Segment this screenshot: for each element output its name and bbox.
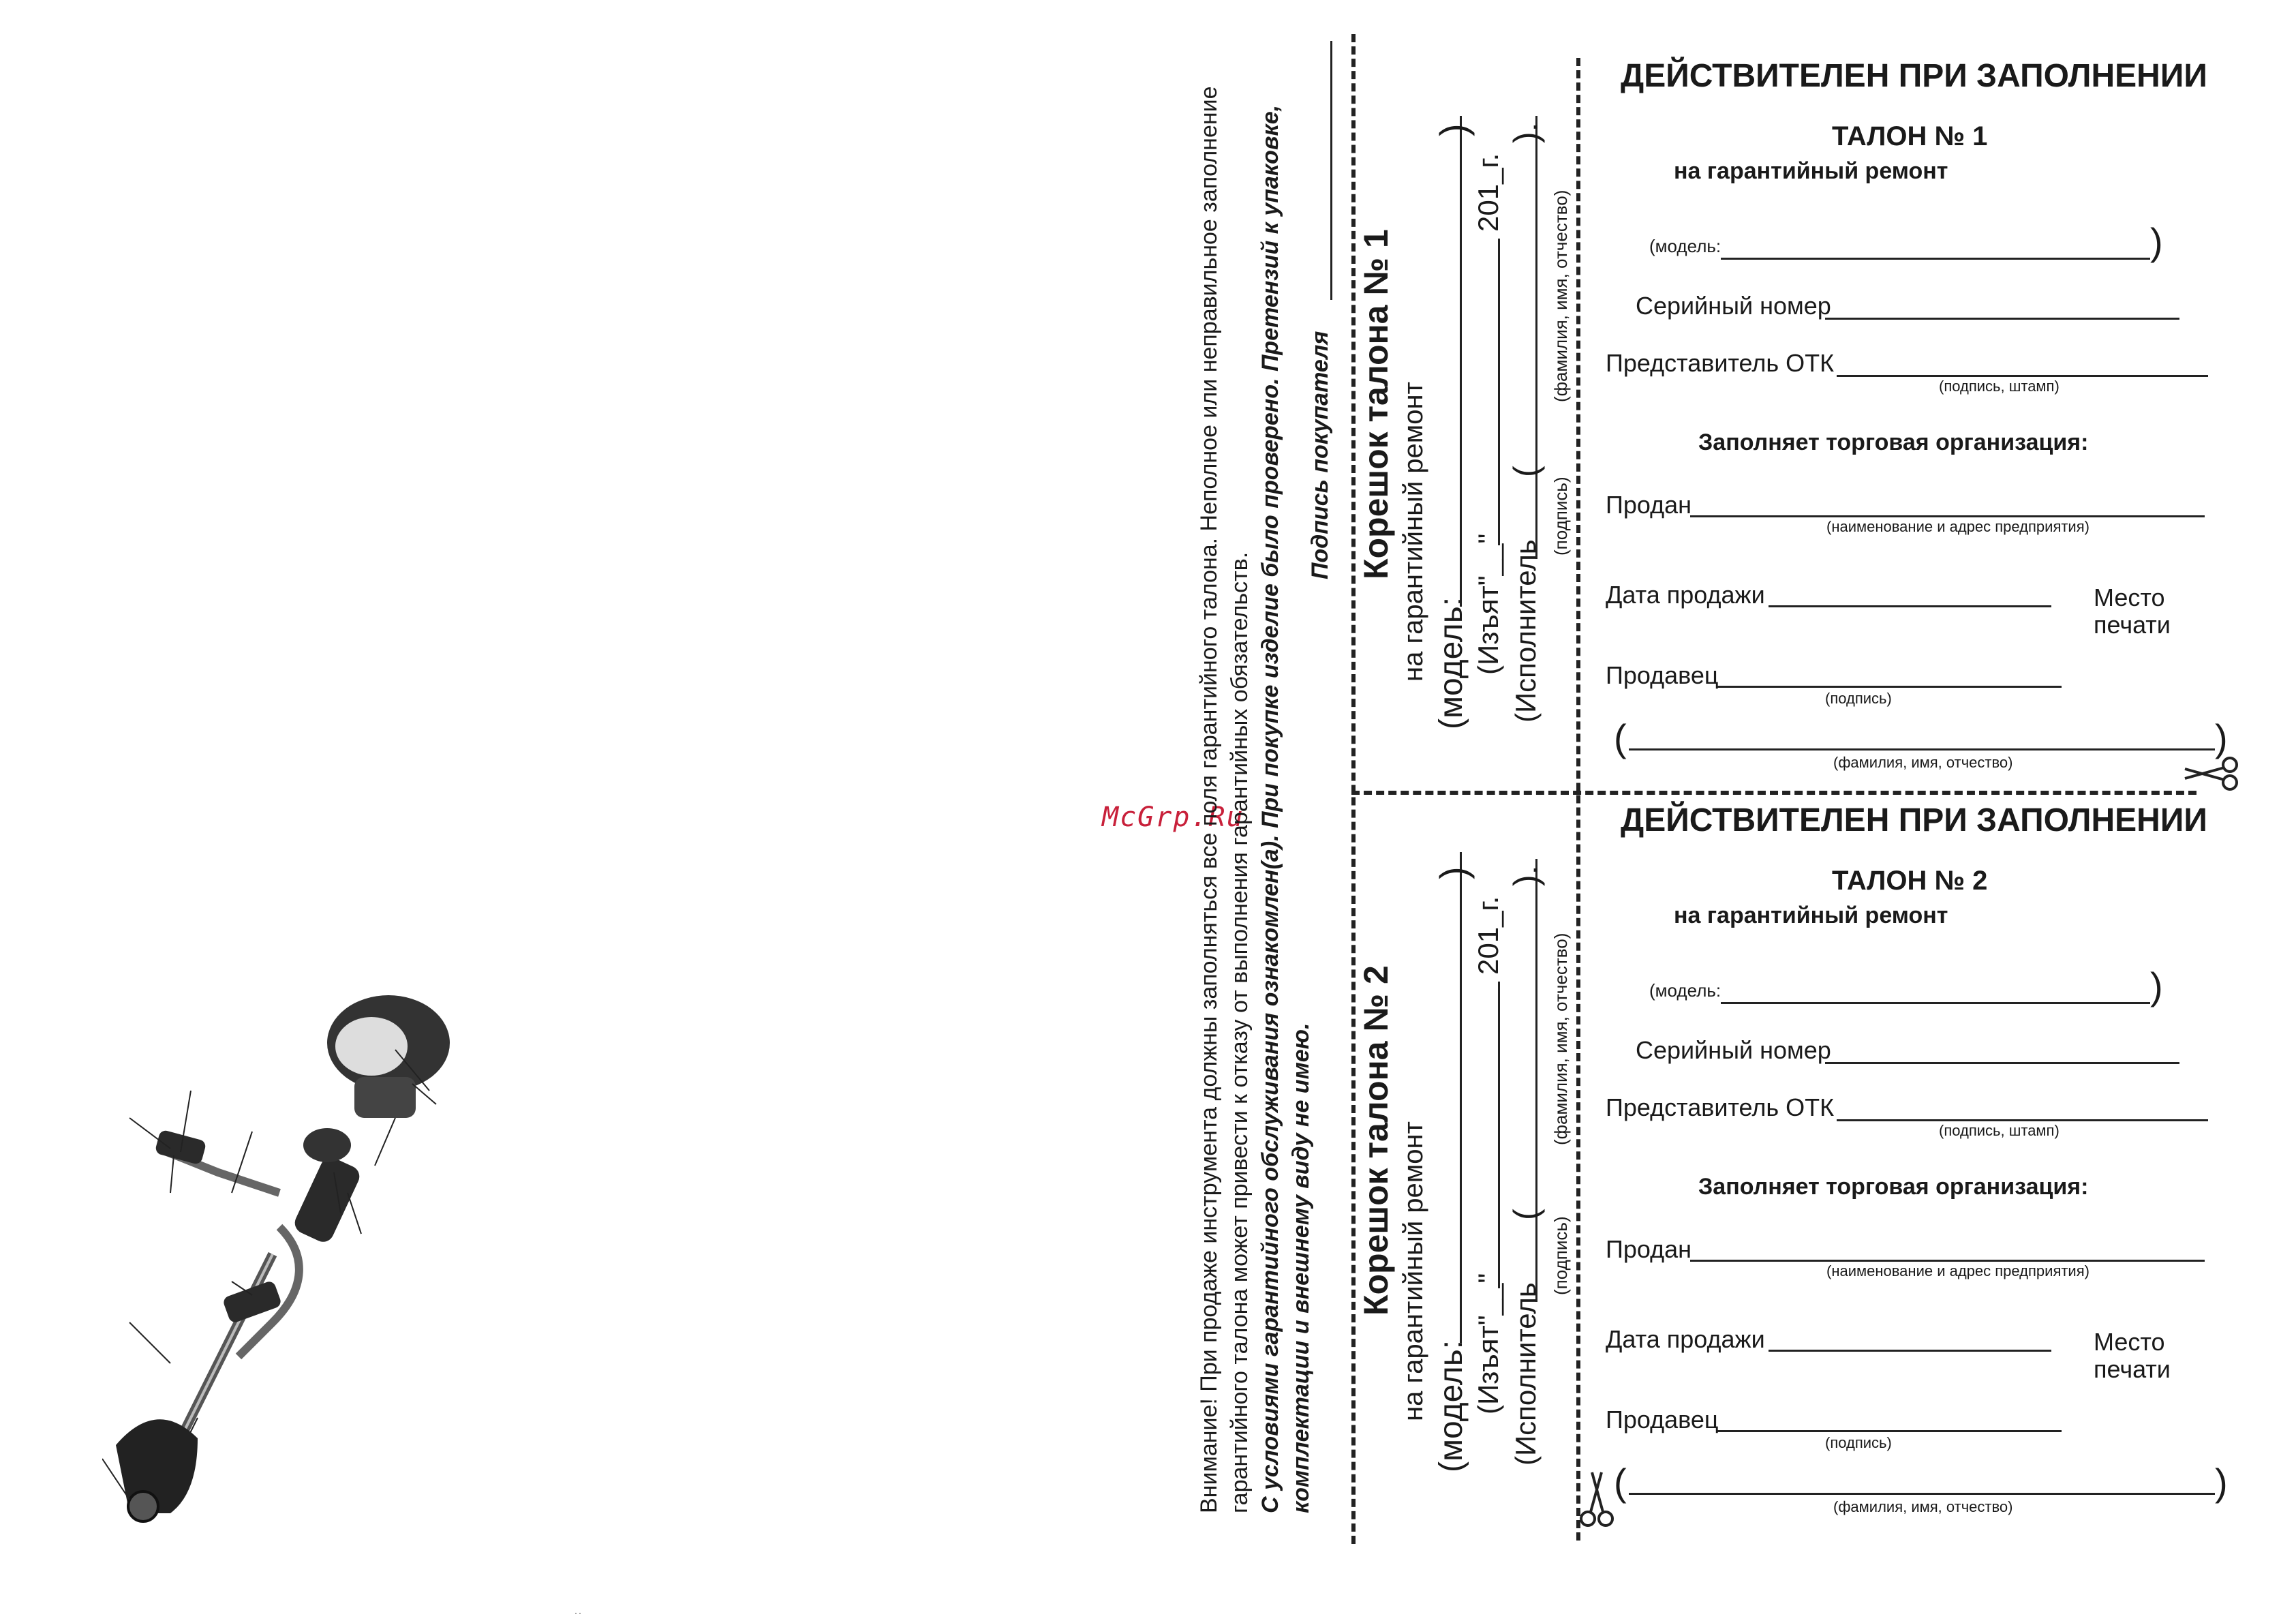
qc-hint: (подпись, штамп) bbox=[1939, 1122, 2060, 1139]
stub-seized-label: (Изъят"__" bbox=[1472, 1273, 1504, 1414]
stub-executor-line bbox=[1535, 859, 1537, 1302]
stamp-label-1: Место bbox=[2094, 1328, 2165, 1356]
qc-line bbox=[1837, 375, 2208, 377]
model-line bbox=[1721, 1002, 2150, 1004]
seller-label: Продавец bbox=[1606, 661, 1719, 689]
model-close: ) bbox=[2150, 220, 2163, 263]
stub-name-hint: (фамилия, имя, отчество) bbox=[1550, 932, 1571, 1145]
notice-line-4: комплектации и внешнему виду не имею. bbox=[1288, 1022, 1314, 1513]
scissors-icon bbox=[1580, 1470, 1614, 1528]
stub-executor-label: (Исполнитель bbox=[1510, 1282, 1542, 1466]
stub-executor-label: (Исполнитель bbox=[1510, 539, 1542, 723]
cut-line-vertical-left bbox=[1351, 34, 1356, 1544]
serial-line bbox=[1825, 1062, 2179, 1064]
stub-subtitle: на гарантийный ремонт bbox=[1398, 382, 1428, 682]
stamp-label-1: Место bbox=[2094, 583, 2165, 611]
coupon-subtitle: на гарантийный ремонт bbox=[1674, 902, 1948, 928]
stub-title: Корешок талона № 1 bbox=[1357, 229, 1395, 579]
scissors-icon bbox=[2182, 757, 2241, 791]
model-label: (модель: bbox=[1649, 980, 1721, 1001]
coupon-title: ТАЛОН № 1 bbox=[1832, 121, 1988, 151]
fio-close: ) bbox=[2215, 716, 2228, 759]
sold-line bbox=[1690, 1260, 2205, 1262]
serial-label: Серийный номер bbox=[1636, 1036, 1831, 1064]
coupon-subtitle: на гарантийный ремонт bbox=[1674, 158, 1948, 184]
notice-line-3: С условиями гарантийного обслуживания ознакомлен(а). При покупке изделие было проверено. Претензий к упаковке, bbox=[1257, 104, 1283, 1513]
qc-label: Представитель ОТК bbox=[1606, 349, 1835, 377]
sale-date-label: Дата продажи bbox=[1606, 581, 1765, 609]
stub-model-label: (модель: bbox=[1433, 596, 1469, 729]
notice-line-1: Внимание! При продаже инструмента должны заполняться все поля гарантийного талона. Неполное или неправильное заполнение bbox=[1196, 86, 1222, 1513]
right-grip bbox=[291, 1154, 363, 1245]
seller-hint: (подпись) bbox=[1825, 690, 1892, 707]
fio-open: ( bbox=[1614, 716, 1627, 759]
stub-year-label: 201_г. bbox=[1472, 896, 1504, 975]
sold-label: Продан bbox=[1606, 1235, 1692, 1263]
brush-cutter-illustration bbox=[102, 968, 457, 1547]
stub-seized-line bbox=[1498, 239, 1500, 545]
fio-line bbox=[1629, 1493, 2215, 1495]
stub-executor-close: ). bbox=[1507, 865, 1545, 886]
stub-model-line bbox=[1460, 852, 1462, 1343]
stub-model-line bbox=[1460, 116, 1462, 607]
model-close: ) bbox=[2150, 965, 2163, 1007]
fio-open: ( bbox=[1614, 1461, 1627, 1504]
stamp-label-2: печати bbox=[2094, 611, 2171, 639]
buyer-signature-label: Подпись покупателя bbox=[1307, 331, 1333, 579]
fio-hint: (фамилия, имя, отчество) bbox=[1833, 1498, 2013, 1515]
stub-model-close: ) bbox=[1432, 866, 1475, 879]
left-grip bbox=[155, 1129, 207, 1166]
stub-title: Корешок талона № 2 bbox=[1357, 965, 1395, 1316]
stub-seized-line bbox=[1498, 982, 1500, 1288]
watermark: McGrp.Ru bbox=[1102, 802, 1244, 833]
engine-fuel-tank bbox=[354, 1077, 416, 1118]
seller-hint: (подпись) bbox=[1825, 1434, 1892, 1451]
throttle-knob bbox=[303, 1128, 351, 1162]
trimmer-head bbox=[128, 1491, 158, 1521]
fio-hint: (фамилия, имя, отчество) bbox=[1833, 754, 2013, 771]
stub-executor-line bbox=[1535, 116, 1537, 559]
stub-executor-paren: ( bbox=[1507, 466, 1545, 477]
model-label: (модель: bbox=[1649, 236, 1721, 256]
trade-org-label: Заполняет торговая организация: bbox=[1698, 1174, 2089, 1200]
seller-line bbox=[1717, 1430, 2062, 1432]
stub-executor-close: ). bbox=[1507, 122, 1545, 143]
qc-hint: (подпись, штамп) bbox=[1939, 378, 2060, 395]
sold-hint: (наименование и адрес предприятия) bbox=[1826, 518, 2090, 535]
sale-date-line bbox=[1769, 1350, 2051, 1352]
stamp-label-2: печати bbox=[2094, 1355, 2171, 1383]
coupon-title: ТАЛОН № 2 bbox=[1832, 866, 1988, 896]
stub-signature-hint: (подпись) bbox=[1550, 1216, 1571, 1295]
footer-mark: ·· bbox=[574, 1606, 582, 1620]
stub-year-label: 201_г. bbox=[1472, 153, 1504, 232]
stub-model-label: (модель: bbox=[1433, 1339, 1469, 1472]
sold-line bbox=[1690, 515, 2205, 517]
buyer-signature-line bbox=[1330, 41, 1332, 300]
qc-label: Представитель ОТК bbox=[1606, 1093, 1835, 1121]
seller-line bbox=[1717, 686, 2062, 688]
coupon-header: ДЕЙСТВИТЕЛЕН ПРИ ЗАПОЛНЕНИИ bbox=[1621, 58, 2207, 94]
seller-label: Продавец bbox=[1606, 1406, 1719, 1434]
coupon-header: ДЕЙСТВИТЕЛЕН ПРИ ЗАПОЛНЕНИИ bbox=[1621, 802, 2207, 838]
engine-cover bbox=[334, 1016, 409, 1077]
fio-line bbox=[1629, 748, 2215, 750]
stub-executor-paren: ( bbox=[1507, 1209, 1545, 1220]
stub-model-close: ) bbox=[1432, 123, 1475, 136]
sale-date-label: Дата продажи bbox=[1606, 1325, 1765, 1353]
fio-close: ) bbox=[2215, 1461, 2228, 1504]
sale-date-line bbox=[1769, 605, 2051, 607]
stub-signature-hint: (подпись) bbox=[1550, 476, 1571, 556]
model-line bbox=[1721, 258, 2150, 260]
serial-line bbox=[1825, 318, 2179, 320]
notice-line-2: гарантийного талона может привести к отказу от выполнения гарантийных обязательств. bbox=[1227, 551, 1253, 1513]
sold-label: Продан bbox=[1606, 491, 1692, 519]
cut-line-vertical-right bbox=[1576, 58, 1580, 1541]
stub-seized-label: (Изъят"__" bbox=[1472, 533, 1504, 675]
qc-line bbox=[1837, 1119, 2208, 1121]
stub-name-hint: (фамилия, имя, отчество) bbox=[1550, 189, 1571, 402]
trade-org-label: Заполняет торговая организация: bbox=[1698, 429, 2089, 455]
stub-subtitle: на гарантийный ремонт bbox=[1398, 1121, 1428, 1421]
cut-line-horizontal bbox=[1351, 791, 2196, 795]
sold-hint: (наименование и адрес предприятия) bbox=[1826, 1262, 2090, 1279]
serial-label: Серийный номер bbox=[1636, 292, 1831, 320]
